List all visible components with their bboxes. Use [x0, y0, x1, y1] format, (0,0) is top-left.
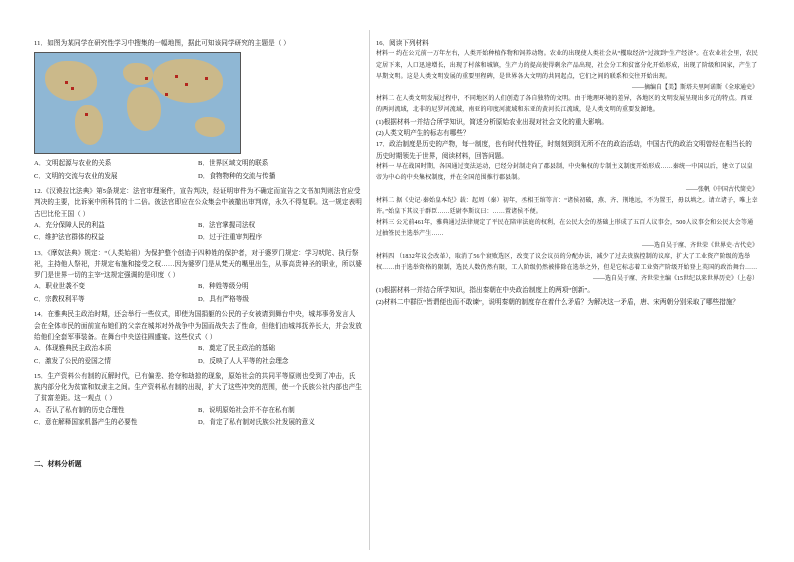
- question-15-stem: 15．生产资料公有制的瓦解时代，已有偏差、抢夺和劫掠的现象，原始社会的共同平等原则也受到了冲击，氏族内部分化为贫富和奴隶主之间。生产资料私有制的出现，扩大了这些冲突的范围，使一个氏族公社内部也产生了贫富差距。这一观点（ ）: [34, 373, 362, 403]
- crop-marker: [71, 87, 74, 90]
- question-13-options: [34, 281, 362, 306]
- asia-shape: [153, 59, 223, 103]
- option-b[interactable]: B．种姓等级分明: [198, 283, 249, 291]
- question-11-stem: 11．如图为某同学在研究性学习中搜集的一幅地图，据此可知该同学研究的主题是（ ）: [34, 40, 290, 47]
- option-a[interactable]: A．文明起源与农业的关系: [34, 160, 112, 168]
- option-d[interactable]: D．肯定了私有制对氏族公社发展的意义: [198, 419, 315, 427]
- option-d[interactable]: D．食物物种的交流与传播: [198, 172, 276, 180]
- question-17-part-1: (1)根据材料一并结合所学知识，指出秦朝在中央政治制度上的两项“创新”。: [376, 287, 594, 295]
- option-c[interactable]: C．维护法官群体的权益: [34, 234, 105, 242]
- question-12-options: [34, 220, 362, 245]
- north-america-shape: [45, 61, 97, 101]
- south-america-shape: [75, 105, 103, 145]
- option-d[interactable]: D．过于注重审判程序: [198, 234, 263, 242]
- option-c[interactable]: C．意在解释国家机器产生的必要性: [34, 419, 138, 427]
- option-b[interactable]: B．世界区域文明的联系: [198, 160, 269, 168]
- australia-shape: [195, 117, 225, 137]
- column-divider: [369, 30, 370, 550]
- question-11-options: [34, 158, 362, 183]
- option-d[interactable]: D．具有严格等级: [198, 295, 249, 303]
- question-16-part-1: (1)根据材料一并结合所学知识，简述分析原始农业出现对社会文化的重大影响。: [376, 118, 608, 126]
- africa-shape: [127, 87, 161, 131]
- material-4-text: 材料四 （1832年议会改革），取消了56个衰败选区，改变了议会议员的分配办法，减少了过去贵族控制的议席，扩大了工业资产阶级的选举权……由于选举资格的限制，选民人数仍然有限，工人阶级仍然被排除在选举之外，但是它标志着工业资产阶级开始登上英国的政治舞台……: [376, 253, 758, 272]
- material-1-source: ——摘编自【美】斯塔夫里阿诺斯《全球通史》: [631, 85, 758, 92]
- option-c[interactable]: C．文明的交流与农业的发展: [34, 172, 118, 180]
- crop-marker: [65, 81, 68, 84]
- option-a[interactable]: A．体现雅典民主政治本质: [34, 345, 112, 353]
- option-a[interactable]: A．职业世袭不变: [34, 283, 85, 291]
- option-a[interactable]: A．否认了私有制的历史合理性: [34, 406, 125, 414]
- material-1-text: 材料一 约在公元前一万年左右，人类开始种植作物和饲养动物。农业的出现使人类社会从“攫取经济”过渡到“生产经济”。在农业社会里，农民定居下来，人口迅速增长，出现了村落和城镇，生产力的提高使得剩余产品出现，社会分工和贫富分化开始形成，出现了阶级和国家，产生了早期文明。这是人类文明发展的重要里程碑，是世界各大文明的共同起点，它们之间的联系和交往开始出现。: [376, 51, 758, 80]
- question-13-stem: 13．《摩奴法典》规定：“（人类始祖）为保护整个创造于四种姓的保护者，对于婆罗门规定：学习吠陀、执行祭祀，主持他人祭祀，并规定布施和接受之权……因为婆罗门是从梵天的嘴里出生，从事高贵神圣的职业，所以婆罗门是世界一切的主宰”这规定强调的是印度（ ）: [34, 249, 362, 280]
- question-16-part-2: (2)人类文明产生的标志有哪些？: [376, 130, 470, 138]
- europe-shape: [123, 63, 153, 85]
- crop-marker: [85, 113, 88, 116]
- option-b[interactable]: B．法官掌握司法权: [198, 221, 256, 229]
- crop-marker: [165, 93, 168, 96]
- question-12-stem: 12.《汉谟拉比法典》第5条规定：法官审理案件，宣告判决，经证明审件为不确定而宣告之文书加判则法官应受判决的主要，比诉案中所科罚的十二倍。彼法官即应在公众集会中被撤出审判席，永久不得复职。这一规定表明古巴比伦王国（ ）: [34, 188, 362, 218]
- question-17-stem: 17．政治制度是历史的产物，每一制度，也有时代性特征，时刻刻到到无所不在的政治活动，中国古代的政治文明曾经在相当长的历史时期领先于世界，阅读材料，回答问题。: [376, 141, 752, 160]
- question-14-options: [34, 343, 362, 368]
- world-map-figure: [34, 52, 241, 154]
- material-3c-source: ——选自吴于廑、齐世荣《世界史·古代史》: [642, 242, 758, 249]
- crop-marker: [175, 75, 178, 78]
- crop-marker: [185, 83, 188, 86]
- material-3a-source: ——张帆《中国古代简史》: [685, 186, 758, 193]
- option-d[interactable]: D．反映了人人平等的社会理念: [198, 357, 289, 365]
- question-16-title: 16．阅读下列材料: [376, 40, 429, 47]
- material-3b-text: 材料二 据《史记·秦始皇本纪》载：起周（秦）初年，丞相王绾等言：“诸侯初破，燕、齐、荆地远，不为置王，毋以填之。请立诸子，唯上幸许。”始皇下其议于群臣……廷尉李斯议曰：……置诸侯不便。: [376, 197, 758, 216]
- question-15-options: [34, 405, 362, 430]
- material-3a-text: 材料一 早在战国时期，各国通过变法运动，已经分封制走向了郡县制，中央集权的专制主义制度开始形成……秦统一中国以后，建立了以皇帝为中心的中央集权制度，并在全国范围推行郡县制。: [376, 164, 753, 182]
- section-heading: 二、材料分析题: [34, 460, 82, 468]
- option-c[interactable]: C．宗教权利平等: [34, 295, 85, 303]
- option-b[interactable]: B．说明原始社会并不存在私有制: [198, 406, 295, 414]
- question-17-part-2: (2)材料二中群臣“皆谓便也而不敢谏”，说明秦朝的制度存在着什么矛盾？为解决这一矛盾，唐、宋两朝分别采取了哪些措施？: [376, 298, 740, 306]
- option-b[interactable]: B．奠定了民主政治的基础: [198, 345, 275, 353]
- crop-marker: [145, 77, 148, 80]
- question-14-stem: 14．在雅典民主政治时期，还会举行一些仪式，即使为国捐躯的公民的子女被请到舞台中央，城邦事务发言人会在全体市民的面前宣布她们的父亲在城邦对外战争中为国而战失去了性命，但他们由城邦抚养长大，并会发放给他们全套军事装备。在舞台中央送往圆盛宴。这些仪式（ ）: [34, 311, 362, 341]
- left-column: [34, 38, 362, 468]
- material-2-text: 材料二 在人类文明发展过程中，不同地区的人们创造了各自独特的文明。由于地理环境的差异，各地区的文明发展呈现出多元的特点。西亚的两河流域，北非的尼罗河流域，南亚的印度河流域和东亚的黄河长江流域，是人类文明的重要发源地。: [376, 96, 753, 114]
- crop-marker: [205, 77, 208, 80]
- option-c[interactable]: C．激发了公民的爱国之情: [34, 357, 111, 365]
- material-3c-text: 材料三 公元前461年，雅典通过法律规定了平民在陪审法庭的权利，在公民大会的基础上形成了五百人议事会，500人议事会和公民大会等通过抽签民主选举产生……: [376, 220, 754, 238]
- right-column: [376, 38, 758, 308]
- option-a[interactable]: A．充分保障人民的利益: [34, 221, 105, 229]
- material-4-source: ——选自吴于廑、齐世荣主编《15世纪以来世界历史》（上卷）: [592, 276, 758, 283]
